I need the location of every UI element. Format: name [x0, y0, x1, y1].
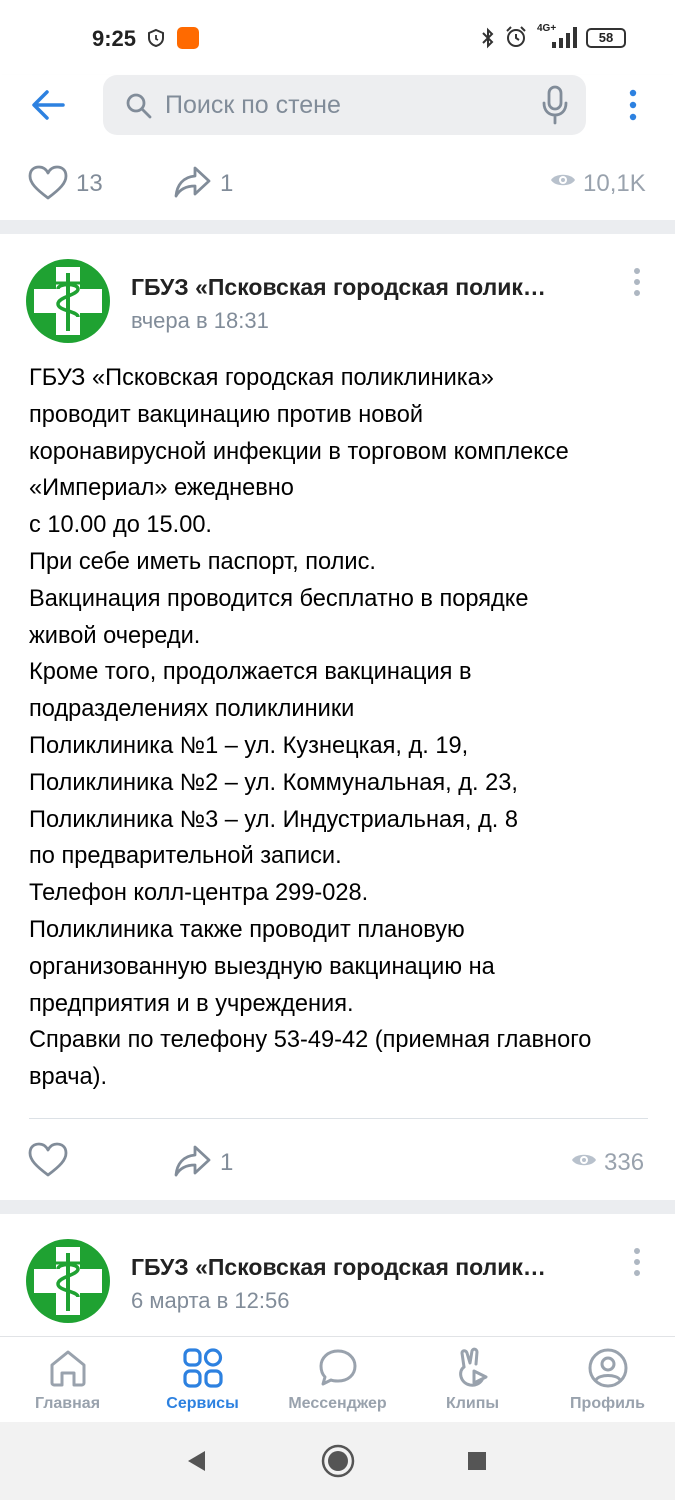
search-icon: [125, 92, 153, 120]
post-text-line: с 10.00 до 15.00.: [29, 512, 212, 539]
status-bar: [0, 0, 675, 75]
nav-services-label: Сервисы: [166, 1395, 239, 1412]
post-text-line: предприятия и в учреждения.: [29, 990, 354, 1017]
nav-clips-label: Клипы: [445, 1395, 500, 1412]
post-divider: [29, 1118, 648, 1119]
post-text-line: по предварительной записи.: [29, 843, 342, 870]
post-author[interactable]: ГБУЗ «Псковская городская полик…: [131, 1254, 546, 1280]
post-text-line: проводит вакцинацию против новой: [29, 401, 423, 428]
system-navigation-bar: [0, 1422, 675, 1500]
previous-post: [0, 153, 675, 220]
profile-icon: [587, 1347, 629, 1389]
post-text-line: При себе иметь паспорт, полис.: [29, 548, 376, 575]
post-text-line: Поликлиника также проводит плановую: [29, 916, 465, 943]
post-text-line: Кроме того, продолжается вакцинация в: [29, 659, 472, 686]
battery-indicator: [586, 28, 626, 48]
wall-header: [0, 75, 675, 153]
next-wall-post: [0, 1214, 675, 1344]
views-count: 336: [604, 1149, 645, 1176]
post-text-line: Телефон колл-центра 299-028.: [29, 880, 369, 907]
like-heart-icon[interactable]: [28, 165, 68, 201]
share-count: 1: [220, 170, 234, 197]
like-count: 13: [76, 170, 103, 197]
views-eye-icon: [550, 171, 576, 189]
nav-messenger-label: Мессенджер: [288, 1395, 387, 1412]
clips-icon: [452, 1347, 494, 1389]
nav-home[interactable]: [0, 1337, 135, 1423]
nav-home-label: Главная: [34, 1395, 101, 1412]
more-menu-icon[interactable]: [626, 89, 640, 121]
nav-clips[interactable]: [405, 1337, 540, 1423]
post-text-line: коронавирусной инфекции в торговом комплексе: [29, 438, 569, 465]
post-text-line: Вакцинация проводится бесплатно в порядке: [29, 585, 529, 612]
bottom-navigation: [0, 1336, 675, 1422]
share-icon[interactable]: [174, 165, 212, 199]
clinic-logo-avatar[interactable]: [26, 259, 110, 343]
nav-profile[interactable]: [540, 1337, 675, 1423]
mi-app-icon: [177, 27, 199, 49]
search-placeholder: Поиск по стене: [165, 91, 341, 119]
services-icon: [182, 1347, 224, 1389]
network-type: 4G+: [537, 23, 557, 34]
post-date[interactable]: 6 марта в 12:56: [131, 1288, 290, 1313]
post-text-line: Поликлиника №2 – ул. Коммунальная, д. 23,: [29, 769, 518, 796]
system-home-icon[interactable]: [321, 1444, 355, 1478]
post-text-line: Справки по телефону 53-49-42 (приемная главного: [29, 1027, 592, 1054]
post-text-line: живой очереди.: [29, 622, 201, 649]
alarm-icon: [504, 25, 528, 49]
wall-search-input[interactable]: [103, 75, 586, 135]
battery-level: 58: [598, 30, 614, 45]
signal-icon: [550, 26, 578, 48]
status-time: 9:25: [92, 26, 137, 51]
clinic-logo-avatar[interactable]: [26, 1239, 110, 1323]
post-text-line: организованную выездную вакцинацию на: [29, 953, 495, 980]
views-count: 10,1K: [583, 170, 646, 197]
like-heart-icon[interactable]: [28, 1142, 68, 1178]
home-icon: [47, 1347, 89, 1389]
post-text-line: Поликлиника №3 – ул. Индустриальная, д. 8: [29, 806, 518, 833]
microphone-icon[interactable]: [541, 85, 569, 125]
post-text: [29, 360, 654, 1096]
post-text-line: «Империал» ежедневно: [29, 475, 294, 502]
post-date[interactable]: вчера в 18:31: [131, 308, 269, 333]
post-options-icon[interactable]: [630, 1247, 644, 1279]
system-back-icon[interactable]: [185, 1449, 207, 1473]
views-eye-icon: [571, 1151, 597, 1169]
wall-post: [0, 234, 675, 1200]
post-text-line: подразделениях поликлиники: [29, 696, 355, 723]
nav-services[interactable]: [135, 1337, 270, 1423]
messenger-icon: [317, 1347, 359, 1389]
post-text-line: Поликлиника №1 – ул. Кузнецкая, д. 19,: [29, 732, 469, 759]
back-arrow-icon[interactable]: [30, 89, 66, 121]
post-text-line: врача).: [29, 1064, 108, 1091]
post-text-line: ГБУЗ «Псковская городская поликлиника»: [29, 365, 494, 391]
nav-messenger[interactable]: [270, 1337, 405, 1423]
bluetooth-icon: [480, 26, 496, 50]
share-icon[interactable]: [174, 1144, 212, 1178]
share-count: 1: [220, 1149, 234, 1176]
post-options-icon[interactable]: [630, 267, 644, 299]
post-author[interactable]: ГБУЗ «Псковская городская полик…: [131, 274, 546, 300]
system-recents-icon[interactable]: [467, 1451, 487, 1471]
nav-profile-label: Профиль: [570, 1395, 645, 1412]
alarm-shield-icon: [146, 28, 166, 48]
